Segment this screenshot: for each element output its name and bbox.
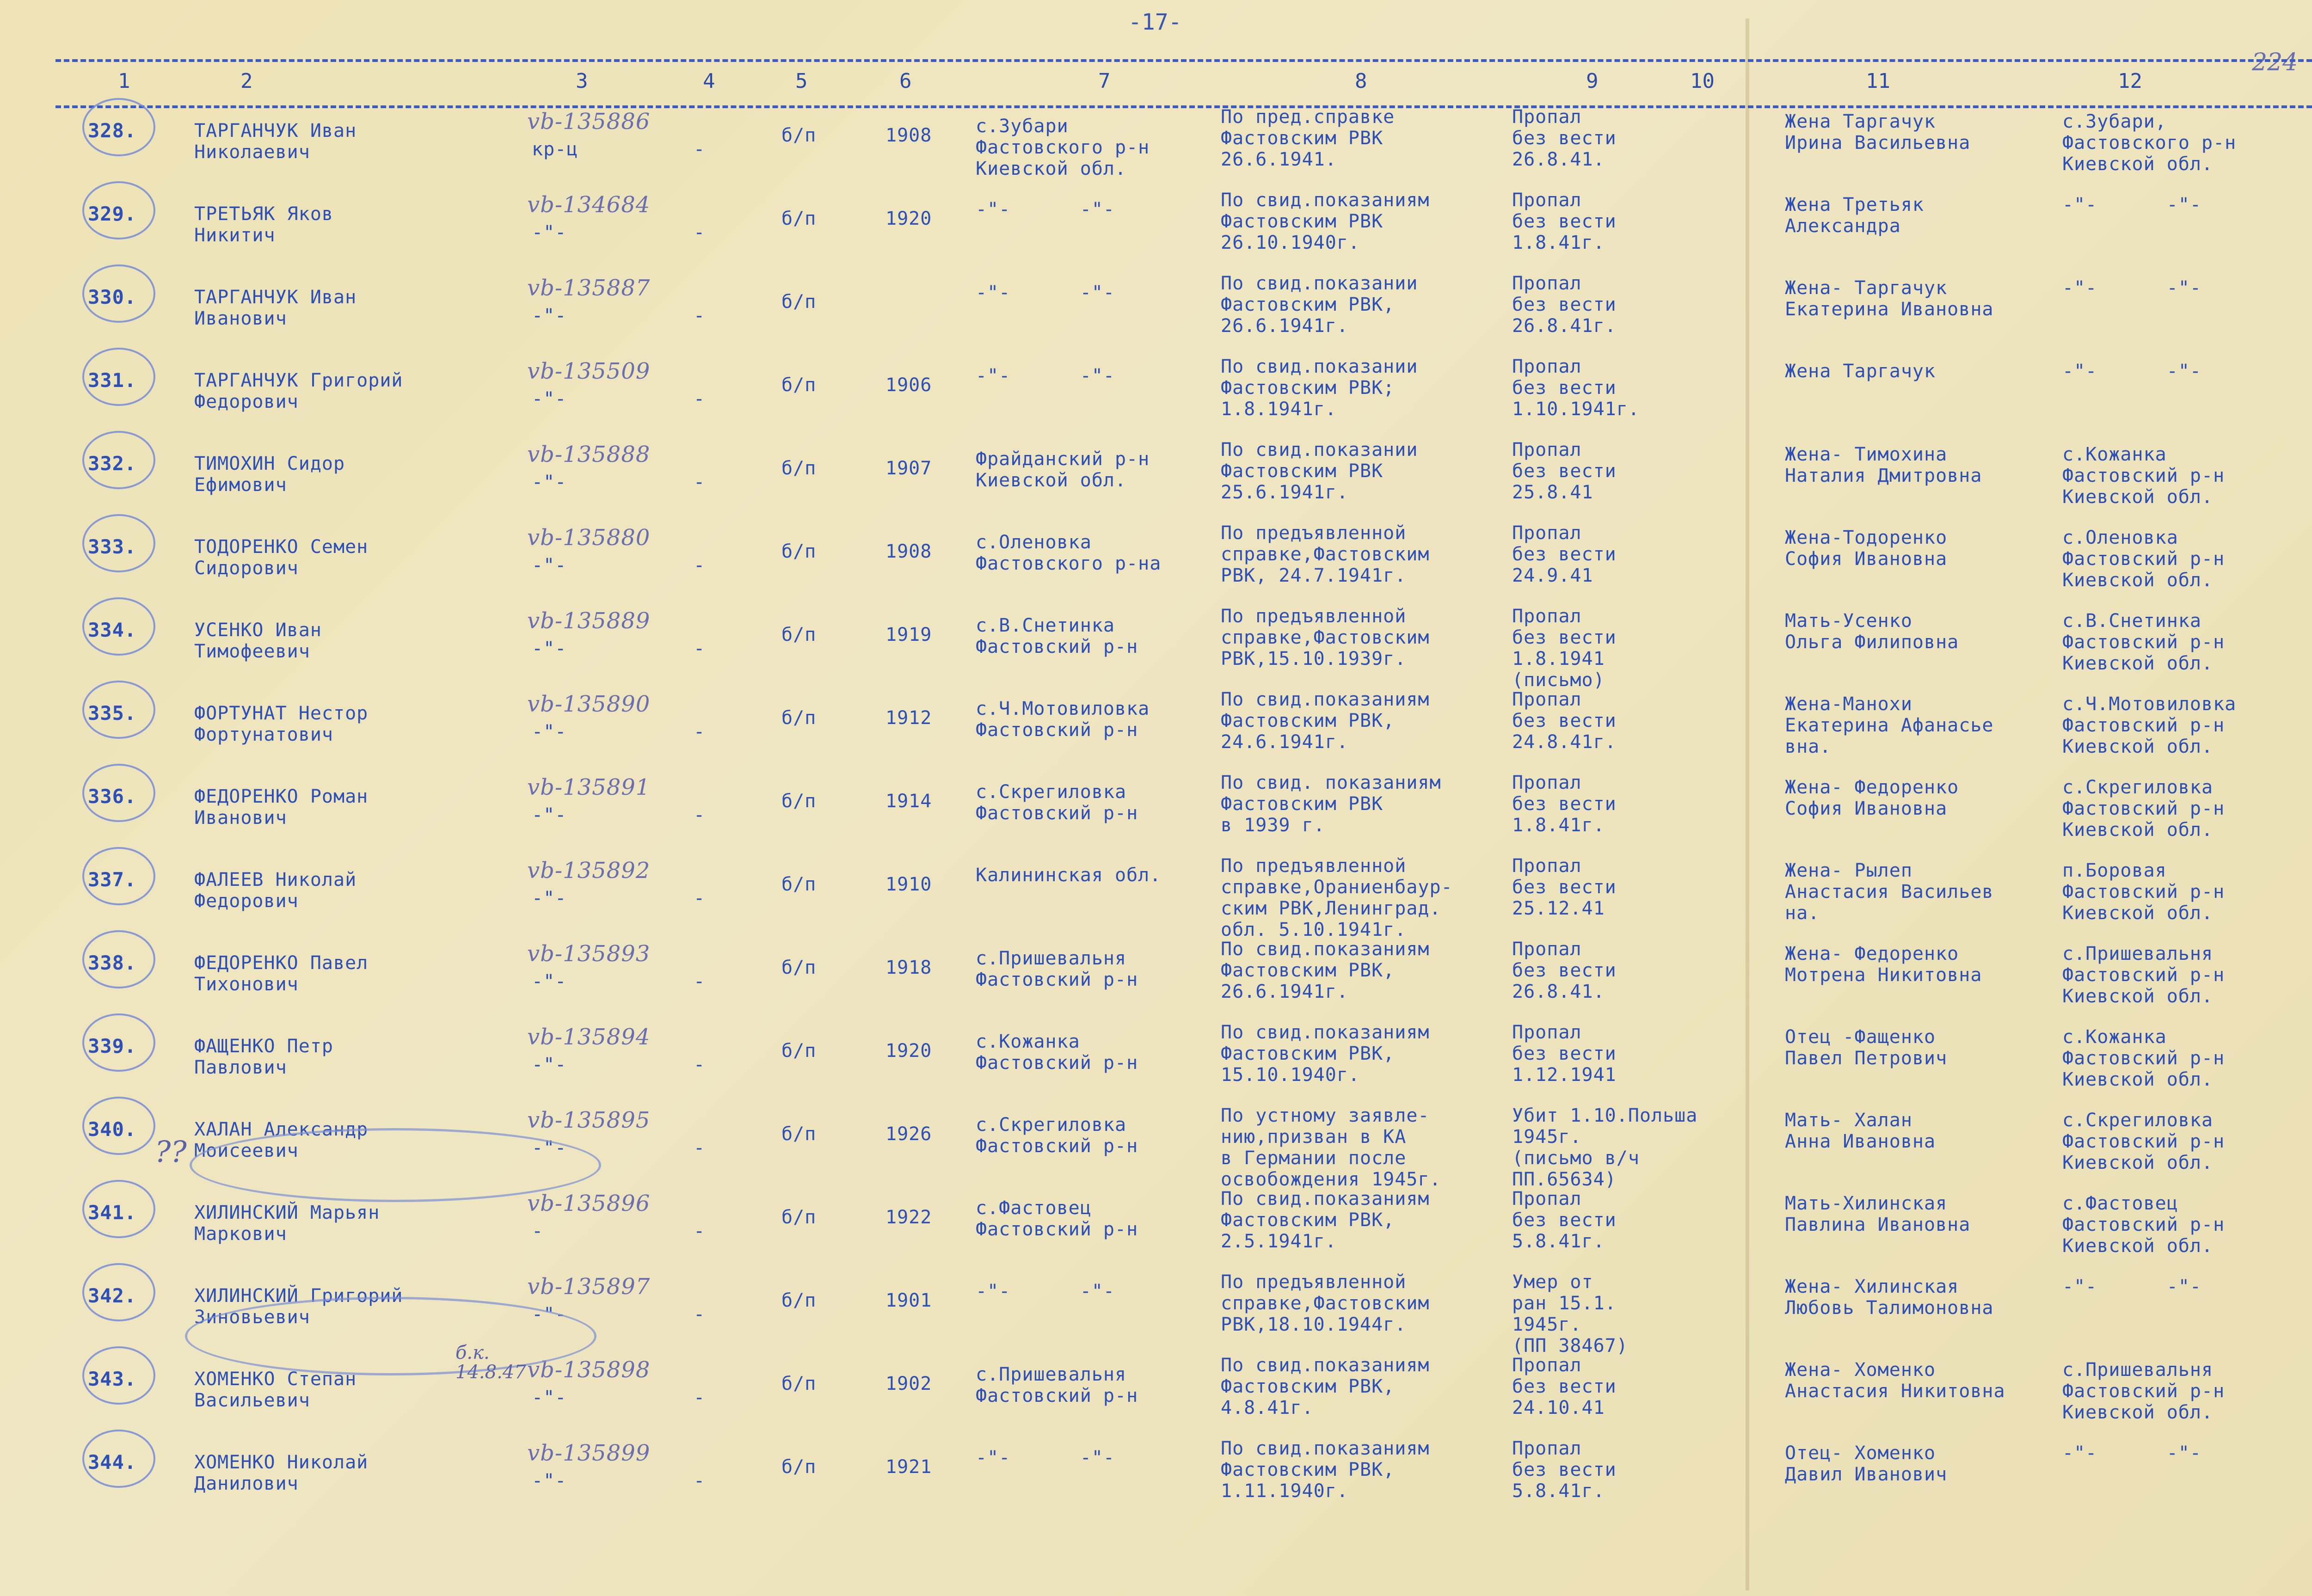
relative-address: с.Зубари, Фастовского р-н Киевской обл. [2062,111,2237,175]
row-number: 338. [88,951,137,974]
party-cell: б/п [781,541,817,562]
fate-status: Пропал без вести 26.8.41г. [1512,273,1617,337]
birthplace: с.Пришевальня Фастовский р-н [976,1364,1138,1406]
column-4-cell: - [694,1470,706,1492]
rank-cell: -"- [532,1470,567,1492]
birthplace: -"- -"- [976,1447,1115,1468]
fate-status: Пропал без вести 25.8.41 [1512,439,1617,503]
birth-year: 1919 [885,624,932,645]
fate-status: Пропал без вести 1.8.41г. [1512,772,1617,836]
column-4-cell: - [694,971,706,992]
source-of-information: По предъявленной справке,Фастовским РВК,15.10.1939г. [1221,606,1430,669]
row-number: 343. [88,1368,137,1390]
handwritten-number: vb-135899 [527,1440,651,1466]
party-cell: б/п [781,624,817,645]
source-of-information: По пред.справке Фастовским РВК 26.6.1941. [1221,106,1395,170]
column-4-cell: - [694,638,706,659]
handwritten-number: vb-135886 [527,109,651,135]
relative-name: Мать-Усенко Ольга Филиповна [1785,610,1959,653]
page-number-right: 224 [2252,49,2298,76]
relative-address: с.Оленовка Фастовский р-н Киевской обл. [2062,527,2225,591]
row-number: 339. [88,1035,137,1057]
source-of-information: По свид.показаниям Фастовским РВК 26.10.1940г. [1221,190,1430,253]
table-row [0,190,2312,280]
handwritten-number: vb-135890 [527,691,651,717]
birthplace: с.Оленовка Фастовского р-на [976,532,1162,574]
handwritten-number: vb-135887 [527,275,651,301]
person-name: ХОМЕНКО Степан Васильевич [194,1369,357,1411]
fate-status: Пропал без вести 5.8.41г. [1512,1188,1617,1252]
birth-year: 1920 [885,208,932,229]
party-cell: б/п [781,1207,817,1228]
header-rule-bottom [55,105,2312,108]
handwritten-number: vb-135880 [527,525,651,551]
relative-name: Жена- Федоренко Мотрена Никитовна [1785,943,1982,986]
fate-status: Пропал без вести 26.8.41. [1512,939,1617,1002]
relative-name: Жена- Хоменко Анастасия Никитовна [1785,1359,2005,1402]
rank-cell: -"- [532,971,567,992]
person-name: ТИМОХИН Сидор Ефимович [194,453,345,496]
birthplace: с.В.Снетинка Фастовский р-н [976,615,1138,657]
row-number: 335. [88,702,137,724]
fate-status: Пропал без вести 26.8.41. [1512,106,1617,170]
column-number: 3 [576,69,588,93]
birth-year: 1906 [885,374,932,396]
handwritten-number: vb-135894 [527,1024,651,1050]
row-number: 328. [88,119,137,142]
birth-year: 1907 [885,458,932,479]
relative-address: с.Пришевальня Фастовский р-н Киевской обл. [2062,1359,2225,1423]
rank-cell: -"- [532,888,567,909]
birthplace: с.Зубари Фастовского р-н Киевской обл. [976,116,1150,179]
rank-cell: -"- [532,638,567,659]
fate-status: Пропал без вести 1.8.1941 (письмо) [1512,606,1617,691]
relative-address: с.Пришевальня Фастовский р-н Киевской обл. [2062,943,2225,1007]
person-name: ТОДОРЕНКО Семен Сидорович [194,536,369,579]
birthplace: с.Пришевальня Фастовский р-н [976,948,1138,990]
person-name: ФОРТУНАТ Нестор Фортунатович [194,703,369,745]
birthplace: с.Кожанка Фастовский р-н [976,1031,1138,1074]
relative-address: с.Фастовец Фастовский р-н Киевской обл. [2062,1193,2225,1257]
fate-status: Убит 1.10.Польша 1945г. (письмо в/ч ПП.65634) [1512,1105,1698,1190]
party-cell: б/п [781,957,817,978]
column-number: 7 [1098,69,1111,93]
column-number: 10 [1690,69,1715,93]
fate-status: Пропал без вести 24.10.41 [1512,1355,1617,1418]
relative-name: Мать-Хилинская Павлина Ивановна [1785,1193,1971,1235]
birth-year: 1926 [885,1123,932,1145]
column-number: 8 [1355,69,1367,93]
source-of-information: По свид.показаниям Фастовским РВК, 4.8.41г. [1221,1355,1430,1418]
page-number-top: -17- [1128,9,1182,35]
party-cell: б/п [781,791,817,812]
source-of-information: По предъявленной справке,Ораниенбаур- ским РВК,Ленинград. обл. 5.10.1941г. [1221,855,1453,940]
source-of-information: По свид.показаниям Фастовским РВК, 1.11.1940г. [1221,1438,1430,1502]
person-name: УСЕНКО Иван Тимофеевич [194,620,322,662]
party-cell: б/п [781,374,817,396]
handwritten-number: vb-134684 [527,192,651,218]
birthplace: с.Фастовец Фастовский р-н [976,1197,1138,1240]
relative-name: Отец -Фащенко Павел Петрович [1785,1026,1948,1069]
fate-status: Пропал без вести 24.9.41 [1512,522,1617,586]
table-row [0,689,2312,779]
relative-address: -"- -"- [2062,277,2201,299]
relative-name: Мать- Халан Анна Ивановна [1785,1110,1936,1152]
person-name: ХИЛИНСКИЙ Марьян Маркович [194,1202,380,1245]
row-number: 342. [88,1284,137,1307]
column-4-cell: - [694,1387,706,1408]
handwritten-number: vb-135891 [527,774,651,800]
relative-name: Жена Таргачук Ирина Васильевна [1785,111,1971,153]
rank-cell: -"- [532,721,567,743]
relative-address: с.Скрегиловка Фастовский р-н Киевской обл. [2062,777,2225,841]
source-of-information: По свид.показании Фастовским РВК 25.6.1941г. [1221,439,1418,503]
party-cell: б/п [781,1040,817,1062]
column-4-cell: - [694,472,706,493]
relative-address: с.Ч.Мотовиловка Фастовский р-н Киевской обл. [2062,694,2237,757]
relative-address: -"- -"- [2062,361,2201,382]
column-number: 4 [703,69,715,93]
handwritten-stamp: б.к. 14.8.47 [455,1342,526,1383]
source-of-information: По свид.показаниям Фастовским РВК, 26.6.1941г. [1221,939,1430,1002]
row-number: 340. [88,1118,137,1141]
birth-year: 1901 [885,1290,932,1311]
column-4-cell: - [694,305,706,326]
relative-name: Жена Таргачук [1785,361,1936,382]
party-cell: б/п [781,208,817,229]
fate-status: Пропал без вести 25.12.41 [1512,855,1617,919]
table-row [0,1022,2312,1112]
rank-cell: -"- [532,555,567,576]
relative-name: Жена Третьяк Александра [1785,194,1924,237]
handwritten-number: vb-135509 [527,358,651,384]
rank-cell: -"- [532,1387,567,1408]
row-number: 334. [88,619,137,641]
table-row [0,772,2312,862]
birthplace: с.Ч.Мотовиловка Фастовский р-н [976,698,1150,741]
rank-cell: -"- [532,305,567,326]
handwritten-number: vb-135895 [527,1107,651,1133]
column-number: 11 [1866,69,1890,93]
birth-year: 1908 [885,125,932,146]
birth-year: 1914 [885,791,932,812]
party-cell: б/п [781,1373,817,1394]
rank-cell: кр-ц [532,139,578,160]
row-number: 344. [88,1451,137,1473]
birthplace: -"- -"- [976,365,1115,387]
column-number: 9 [1586,69,1599,93]
birth-year: 1918 [885,957,932,978]
person-name: ХИЛИНСКИЙ Григорий Зиновьевич [194,1285,403,1328]
table-row [0,1188,2312,1278]
relative-address: -"- -"- [2062,1276,2201,1297]
relative-name: Жена- Федоренко София Ивановна [1785,777,1959,819]
relative-address: с.Кожанка Фастовский р-н Киевской обл. [2062,444,2225,508]
column-4-cell: - [694,1054,706,1075]
fate-status: Пропал без вести 1.10.1941г. [1512,356,1640,420]
column-number: 6 [899,69,912,93]
source-of-information: По свид.показании Фастовским РВК; 1.8.1941г. [1221,356,1418,420]
column-number: 1 [118,69,130,93]
table-row [0,855,2312,945]
birth-year: 1908 [885,541,932,562]
fate-status: Пропал без вести 24.8.41г. [1512,689,1617,753]
person-name: ФАЛЕЕВ Николай Федорович [194,869,357,912]
rank-cell: -"- [532,804,567,826]
party-cell: б/п [781,874,817,895]
rank-cell: -"- [532,472,567,493]
fate-status: Умер от ран 15.1. 1945г. (ПП 38467) [1512,1271,1628,1357]
rank-cell: -"- [532,222,567,243]
birth-year: 1922 [885,1207,932,1228]
handwritten-number: vb-135896 [527,1191,651,1216]
column-4-cell: - [694,1304,706,1325]
fate-status: Пропал без вести 5.8.41г. [1512,1438,1617,1502]
column-number: 5 [795,69,808,93]
row-number: 333. [88,535,137,558]
party-cell: б/п [781,291,817,313]
person-name: ТАРГАНЧУК Иван Николаевич [194,120,357,163]
rank-cell: -"- [532,1137,567,1159]
birthplace: Фрайданский р-н Киевской обл. [976,448,1150,491]
table-row [0,356,2312,446]
rank-cell: -"- [532,1054,567,1075]
fate-status: Пропал без вести 1.8.41г. [1512,190,1617,253]
party-cell: б/п [781,1456,817,1478]
column-number: 2 [240,69,253,93]
header-rule-top [55,59,2312,62]
relative-name: Жена- Хилинская Любовь Талимоновна [1785,1276,1994,1319]
person-name: ФЕДОРЕНКО Роман Иванович [194,786,369,829]
pen-oval-342 [185,1297,596,1375]
row-number: 329. [88,203,137,225]
birth-year: 1921 [885,1456,932,1478]
relative-address: -"- -"- [2062,1443,2201,1464]
relative-name: Жена- Тимохина Наталия Дмитровна [1785,444,1982,486]
party-cell: б/п [781,707,817,729]
birthplace: -"- -"- [976,282,1115,303]
birthplace: с.Скрегиловка Фастовский р-н [976,1114,1138,1157]
relative-address: с.Кожанка Фастовский р-н Киевской обл. [2062,1026,2225,1090]
birth-year: 1910 [885,874,932,895]
column-4-cell: - [694,804,706,826]
table-row [0,522,2312,613]
table-row [0,606,2312,696]
relative-address: с.В.Снетинка Фастовский р-н Киевской обл. [2062,610,2225,674]
relative-name: Отец- Хоменко Давил Иванович [1785,1443,1948,1485]
relative-address: -"- -"- [2062,194,2201,215]
relative-address: с.Скрегиловка Фастовский р-н Киевской обл. [2062,1110,2225,1173]
column-number: 12 [2118,69,2142,93]
relative-address: п.Боровая Фастовский р-н Киевской обл. [2062,860,2225,924]
source-of-information: По устному заявле- нию,призван в КА в Германии после освобождения 1945г. [1221,1105,1441,1190]
relative-name: Жена-Тодоренко София Ивановна [1785,527,1948,570]
relative-name: Жена-Манохи Екатерина Афанасье вна. [1785,694,1994,757]
row-number: 337. [88,868,137,891]
handwritten-number: vb-135898 [527,1357,651,1383]
column-4-cell: - [694,721,706,743]
row-number: 332. [88,452,137,475]
relative-name: Жена- Рылеп Анастасия Васильев на. [1785,860,1994,924]
handwritten-number: vb-135889 [527,608,651,634]
table-row [0,439,2312,529]
column-4-cell: - [694,1137,706,1159]
birth-year: 1902 [885,1373,932,1394]
handwritten-number: vb-135897 [527,1274,651,1300]
person-name: ТАРГАНЧУК Григорий Федорович [194,370,403,412]
row-number: 331. [88,369,137,392]
fate-status: Пропал без вести 1.12.1941 [1512,1022,1617,1086]
column-4-cell: - [694,139,706,160]
person-name: ТАРГАНЧУК Иван Иванович [194,287,357,329]
table-row [0,273,2312,363]
handwritten-number: vb-135892 [527,858,651,884]
source-of-information: По предъявленной справке,Фастовским РВК,18.10.1944г. [1221,1271,1430,1335]
handwritten-number: vb-135888 [527,442,651,467]
birthplace: Калининская обл. [976,865,1162,886]
party-cell: б/п [781,125,817,146]
row-number: 330. [88,286,137,308]
source-of-information: По свид.показаниям Фастовским РВК, 24.6.1941г. [1221,689,1430,753]
source-of-information: По предъявленной справке,Фастовским РВК, 24.7.1941г. [1221,522,1430,586]
birth-year: 1912 [885,707,932,729]
rank-cell: -"- [532,1304,567,1325]
column-4-cell: - [694,555,706,576]
source-of-information: По свид. показаниям Фастовским РВК в 1939 г. [1221,772,1441,836]
birthplace: -"- -"- [976,199,1115,220]
party-cell: б/п [781,458,817,479]
column-4-cell: - [694,222,706,243]
question-mark-annotation: ?? [155,1135,187,1169]
table-row [0,106,2312,196]
row-number: 341. [88,1201,137,1224]
rank-cell: - [532,1221,544,1242]
person-name: ФАЩЕНКО Петр Павлович [194,1036,333,1078]
column-4-cell: - [694,1221,706,1242]
table-row [0,1438,2312,1528]
column-4-cell: - [694,388,706,410]
birth-year: 1920 [885,1040,932,1062]
birthplace: -"- -"- [976,1281,1115,1302]
source-of-information: По свид.показании Фастовским РВК, 26.6.1941г. [1221,273,1418,337]
column-4-cell: - [694,888,706,909]
party-cell: б/п [781,1123,817,1145]
person-name: ХАЛАН Александр Моисеевич [194,1119,369,1161]
rank-cell: -"- [532,388,567,410]
party-cell: б/п [781,1290,817,1311]
pen-oval-340 [190,1128,601,1202]
table-row [0,939,2312,1029]
person-name: ФЕДОРЕНКО Павел Тихонович [194,952,369,995]
birthplace: с.Скрегиловка Фастовский р-н [976,781,1138,824]
source-of-information: По свид.показаниям Фастовским РВК, 2.5.1941г. [1221,1188,1430,1252]
person-name: ТРЕТЬЯК Яков Никитич [194,203,333,246]
handwritten-number: vb-135893 [527,941,651,967]
row-number: 336. [88,785,137,808]
person-name: ХОМЕНКО Николай Данилович [194,1452,369,1494]
relative-name: Жена- Таргачук Екатерина Ивановна [1785,277,1994,320]
source-of-information: По свид.показаниям Фастовским РВК, 15.10.1940г. [1221,1022,1430,1086]
